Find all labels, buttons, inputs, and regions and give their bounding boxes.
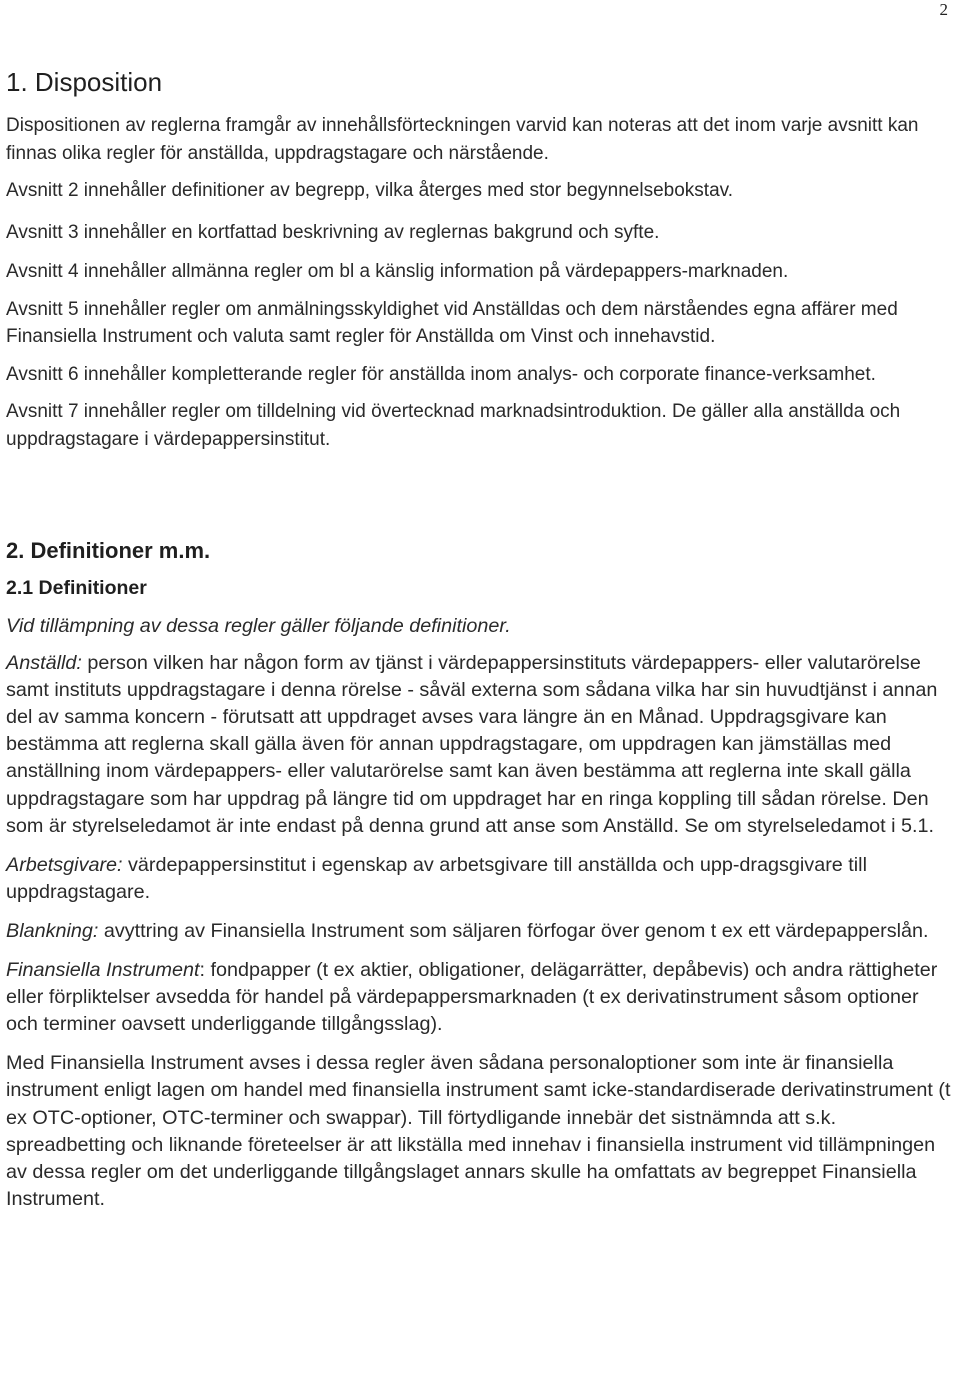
definitions-lead: Vid tillämpning av dessa regler gäller följande definitioner. xyxy=(6,615,511,637)
definition-term: Blankning: xyxy=(6,919,99,942)
definition-term: Finansiella Instrument xyxy=(6,959,200,982)
paragraph: Avsnitt 7 innehåller regler om tilldelning vid övertecknad marknadsintroduktion. De gäller alla anställda och uppdragstagare i värdepappersinstitut. xyxy=(6,401,901,450)
definition-term: Anställd: xyxy=(6,652,82,675)
paragraph: Avsnitt 5 innehåller regler om anmälningsskyldighet vid Anställdas och dem närståendes egna affärer med Finansiella Instrument och valuta samt regler för Anställda om Vinst och innehavstid. xyxy=(6,298,898,347)
paragraph: Avsnitt 2 innehåller definitioner av begrepp, vilka återges med stor begynnelsebokstav. xyxy=(6,180,734,201)
closing-paragraph: Med Finansiella Instrument avses i dessa regler även sådana personaloptioner som inte är finansiella instrument enligt lagen om handel med finansiella instrument samt icke-standardiserade derivatinstrument (t ex OTC-optioner, OTC-terminer och swappar). Till förtydligande innebär det sistnämnda att s.k. spreadbetting och liknande företeelser är att likställa med innehav i finansiella instrument vid tillämpningen av dessa regler om det underliggande tillgångslaget annars skulle ha omfattats av begreppet Finansiella Instrument. xyxy=(6,1052,951,1210)
definition-finansiella-instrument xyxy=(6,957,954,1038)
document-body xyxy=(6,66,954,1213)
page-number: 2 xyxy=(939,0,948,19)
definition-text: person vilken har någon form av tjänst i värdepappersinstituts värdepappers- eller valutarörelse samt instituts uppdragstagare i denna rörelse - såväl externa som sådana vilka har sin huvudtjänst i annan del av samma koncern - förutsatt att uppdraget avses vara längre än en Månad. Uppdragsgivare kan bestämma att reglerna skall gälla även för annan uppdragstagare, om uppdragen kan jämställas med anställning inom värdepappers- eller valutarörelse samt kan även bestämma att reglerna inte skall gälla uppdragstagare som har uppdrag på längre tid om uppdraget har en ringa koppling till sådan rörelse. Den som är styrelseledamot är inte endast på denna grund att anse som Anställd. Se om styrelseledamot i 5.1. xyxy=(6,652,938,837)
definition-arbetsgivare xyxy=(6,852,954,906)
definition-term: Arbetsgivare: xyxy=(6,853,123,876)
section-2-heading: 2. Definitioner m.m. xyxy=(6,538,211,563)
section-2-1-subheading: 2.1 Definitioner xyxy=(6,577,147,599)
definitions xyxy=(6,613,954,1213)
definition-text: värdepappersinstitut i egenskap av arbetsgivare till anställda och upp-dragsgivare till uppdragstagare. xyxy=(6,853,867,903)
definition-text: avyttring av Finansiella Instrument som säljaren förfogar över genom t ex ett värdepapperslån. xyxy=(98,919,929,942)
definition-anstalld xyxy=(6,650,954,840)
definition-text: : fondpapper (t ex aktier, obligationer, delägarrätter, depåbevis) och andra rättigheter eller förpliktelser avsedda för handel på värdepappersmarknaden (t ex derivatinstrument såsom optioner och terminer oavsett underliggande tillgångsslag). xyxy=(6,959,938,1036)
section-1-heading: 1. Disposition xyxy=(6,67,163,97)
paragraph: Avsnitt 6 innehåller kompletterande regler för anställda inom analys- och corporate finance-verksamhet. xyxy=(6,363,876,385)
paragraph: Avsnitt 3 innehåller en kortfattad beskrivning av reglernas bakgrund och syfte. xyxy=(6,221,660,243)
definition-blankning xyxy=(6,918,954,945)
paragraph: Avsnitt 4 innehåller allmänna regler om bl a känslig information på värdepappers-marknaden. xyxy=(6,261,789,282)
paragraph: Dispositionen av reglerna framgår av innehållsförteckningen varvid kan noteras att det inom varje avsnitt kan finnas olika regler för anställda, uppdragstagare och närstående. xyxy=(6,115,919,164)
section-1-body xyxy=(6,112,954,453)
